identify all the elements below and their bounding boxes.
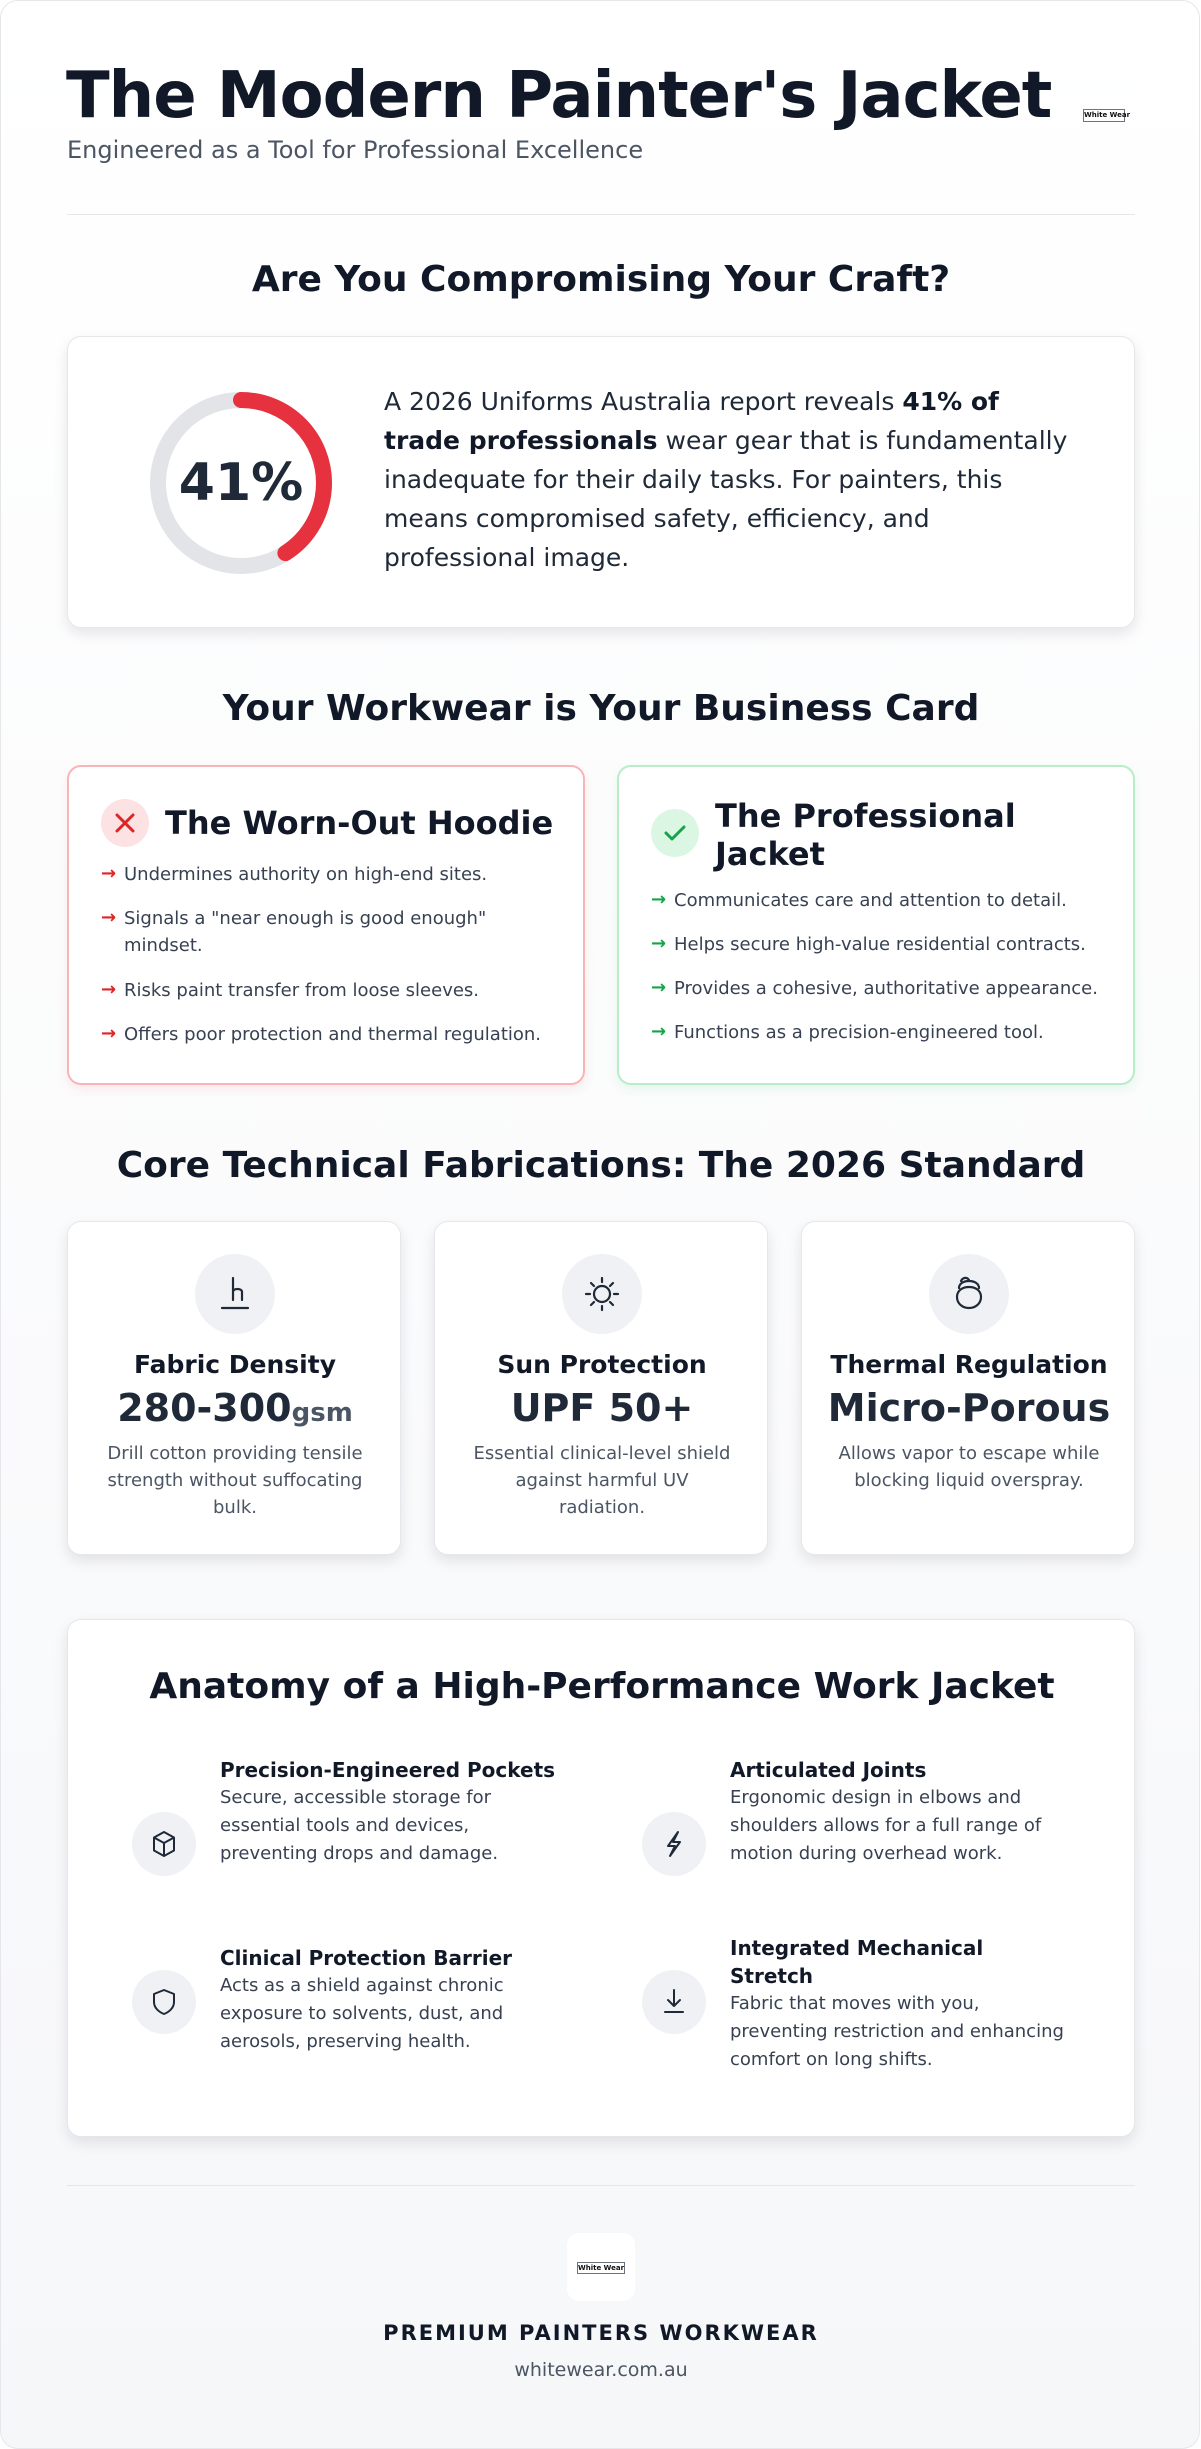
hoodie-item: Signals a "near enough is good enough" mindset. — [124, 908, 487, 956]
shield-icon — [132, 1970, 196, 2034]
arrow-icon: → — [651, 1021, 667, 1042]
tech-card-sun-protection — [434, 1221, 768, 1555]
arrow-icon: → — [651, 933, 667, 954]
anatomy-heading: Anatomy of a High-Performance Work Jacket — [149, 1666, 1055, 1707]
thermal-icon — [929, 1254, 1009, 1334]
tech-value: UPF 50+ — [510, 1386, 694, 1430]
tech-desc: Drill cotton providing tensile strength without suffocating bulk. — [107, 1443, 363, 1518]
comparison-heading: Your Workwear is Your Business Card — [222, 688, 980, 729]
footer-divider — [67, 2185, 1135, 2186]
hoodie-card — [67, 765, 585, 1085]
tech-value — [68, 1386, 402, 1430]
tech-heading: Core Technical Fabrications: The 2026 Standard — [116, 1145, 1086, 1186]
feature-title: Clinical Protection Barrier — [220, 1946, 513, 1970]
arrow-icon: → — [651, 889, 667, 910]
tech-card-thermal-regulation — [801, 1221, 1135, 1555]
stat-text-before: A 2026 Uniforms Australia report reveals — [384, 387, 903, 416]
stat-text-bold: 41% of trade professionals — [384, 387, 999, 455]
tech-desc: Essential clinical-level shield against harmful UV radiation. — [473, 1443, 731, 1518]
arrow-icon: → — [101, 907, 117, 928]
feature-desc: Secure, accessible storage for essential tools and devices, preventing drops and damage. — [220, 1787, 499, 1864]
jacket-item: Helps secure high-value residential contracts. — [674, 934, 1086, 955]
jacket-item: Communicates care and attention to detail. — [674, 890, 1067, 911]
tech-value: Micro-Porous — [827, 1386, 1111, 1430]
hoodie-item: Risks paint transfer from loose sleeves. — [124, 980, 480, 1001]
download-icon — [642, 1970, 706, 2034]
feature-title: Articulated Joints — [730, 1758, 927, 1782]
tech-label: Sun Protection — [497, 1350, 707, 1379]
hoodie-item: Offers poor protection and thermal regulation. — [124, 1024, 542, 1045]
jacket-card — [617, 765, 1135, 1085]
jacket-item: Provides a cohesive, authoritative appearance. — [674, 978, 1098, 999]
feature-desc: Acts as a shield against chronic exposure to solvents, dust, and aerosols, preserving health. — [220, 1975, 504, 2052]
hoodie-item: Undermines authority on high-end sites. — [124, 864, 488, 885]
footer-website[interactable]: whitewear.com.au — [514, 2359, 688, 2381]
hoodie-title: The Worn-Out Hoodie — [165, 804, 554, 842]
anatomy-card — [67, 1619, 1135, 2137]
brand-logo: White Wear — [1083, 109, 1125, 122]
tech-label: Fabric Density — [133, 1350, 336, 1379]
feature-desc: Ergonomic design in elbows and shoulders allows for a full range of motion during overhead work. — [730, 1787, 1042, 1864]
feature-title: Integrated Mechanical Stretch — [730, 1936, 984, 1988]
feature-title: Precision-Engineered Pockets — [220, 1758, 556, 1782]
tech-card-fabric-density — [67, 1221, 401, 1555]
x-icon — [101, 799, 149, 847]
page-title: The Modern Painter's Jacket — [66, 59, 1052, 133]
arrow-icon: → — [651, 977, 667, 998]
header-divider — [67, 214, 1135, 215]
tech-desc: Allows vapor to escape while blocking liquid overspray. — [838, 1443, 1100, 1491]
stat-percent-label: 41% — [178, 453, 304, 513]
stat-text-after: wear gear that is fundamentally inadequate for their daily tasks. For painters, this means compromised safety, efficiency, and professional image. — [384, 426, 1068, 572]
tech-value-number: 280-300 — [117, 1386, 292, 1430]
arrow-icon: → — [101, 1023, 117, 1044]
footer-brand-name: PREMIUM PAINTERS WORKWEAR — [383, 2321, 819, 2345]
jacket-title: The Professional Jacket — [715, 797, 1016, 873]
page-subtitle: Engineered as a Tool for Professional Excellence — [67, 136, 644, 164]
jacket-item: Functions as a precision-engineered tool. — [674, 1022, 1044, 1043]
check-icon — [651, 809, 699, 857]
footer-brand-logo: White Wear — [578, 2264, 625, 2272]
tech-label: Thermal Regulation — [830, 1350, 1108, 1379]
arrow-icon: → — [101, 863, 117, 884]
tech-value-unit: gsm — [291, 1398, 353, 1428]
arrow-icon: → — [101, 979, 117, 1000]
box-icon — [132, 1812, 196, 1876]
fabric-density-icon — [195, 1254, 275, 1334]
problem-heading: Are You Compromising Your Craft? — [251, 259, 951, 300]
lightning-icon — [642, 1812, 706, 1876]
stat-description — [384, 382, 1074, 577]
sun-icon — [562, 1254, 642, 1334]
feature-desc: Fabric that moves with you, preventing restriction and enhancing comfort on long shifts. — [730, 1993, 1064, 2070]
